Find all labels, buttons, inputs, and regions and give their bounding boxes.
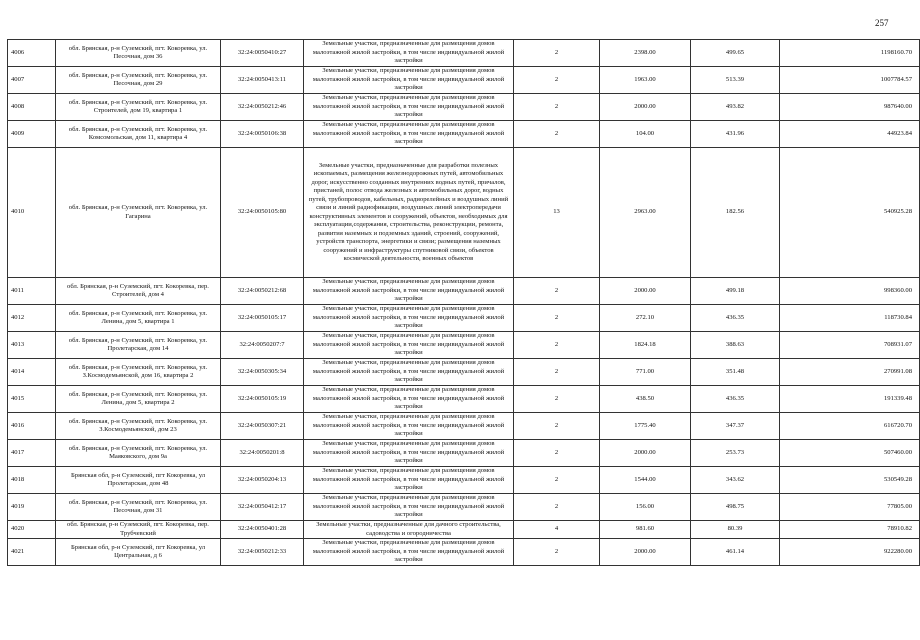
rate-cell: 499.18 [691, 278, 780, 305]
area-cell: 981.60 [600, 521, 691, 539]
area-cell: 104.00 [600, 121, 691, 148]
category-cell: 2 [514, 494, 600, 521]
rate-cell: 436.35 [691, 386, 780, 413]
rate-cell: 498.75 [691, 494, 780, 521]
category-cell: 2 [514, 40, 600, 67]
area-cell: 2000.00 [600, 94, 691, 121]
row-number: 4007 [8, 67, 56, 94]
table-row [8, 305, 920, 332]
land-use-cell: Земельные участки, предназначенные для размещения домов малоэтажной жилой застройки, в том числе индивидуальной жилой застройки [304, 305, 514, 332]
land-use-cell: Земельные участки, предназначенные для разработки полезных ископаемых, размещения железнодорожных путей, автомобильных дорог, искусственно созданных внутренних водных путей, причалов, пристаней, полос отвода железных и автомобильных дорог, водных путей, трубопроводов, кабельных, радиорелейных и воздушных линий связи и линий радиофикации, воздушных линий электропередачи конструктивных элементов и сооружений, объектов, необходимых для эксплуатации,содержания, строительства, реконструкции, ремонта, развития наземных и подземных зданий, строений, сооружений, устройств транспорта, энергетики и связи; размещения наземных сооружений и инфраструктуры спутниковой связи, объектов космической деятельности, военных объектов [304, 148, 514, 278]
category-cell: 2 [514, 359, 600, 386]
row-number: 4013 [8, 332, 56, 359]
value-cell: 530549.28 [780, 467, 920, 494]
address-cell: обл. Брянская, р-н Суземский, пгт. Кокоревка, ул. Песочная, дом 29 [56, 67, 221, 94]
area-cell: 1824.18 [600, 332, 691, 359]
cadastral-number-cell: 32:24:0050212:68 [221, 278, 304, 305]
category-cell: 2 [514, 332, 600, 359]
area-cell: 1775.40 [600, 413, 691, 440]
cadastral-number-cell: 32:24:0050105:17 [221, 305, 304, 332]
value-cell: 1198160.70 [780, 40, 920, 67]
rate-cell: 347.37 [691, 413, 780, 440]
rate-cell: 351.48 [691, 359, 780, 386]
area-cell: 2963.00 [600, 148, 691, 278]
category-cell: 2 [514, 94, 600, 121]
value-cell: 540925.28 [780, 148, 920, 278]
cadastral-number-cell: 32:24:0050105:80 [221, 148, 304, 278]
address-cell: обл. Брянская, р-н Суземский, пгт. Кокоревка, ул. Песочная, дом 31 [56, 494, 221, 521]
category-cell: 2 [514, 539, 600, 566]
cadastral-number-cell: 32:24:0050201:8 [221, 440, 304, 467]
address-cell: обл. Брянская, р-н Суземский, пгт. Кокоревка, ул. Ленина, дом 5, квартира 1 [56, 305, 221, 332]
land-use-cell: Земельные участки, предназначенные для размещения домов малоэтажной жилой застройки, в том числе индивидуальной жилой застройки [304, 386, 514, 413]
land-use-cell: Земельные участки, предназначенные для размещения домов малоэтажной жилой застройки, в том числе индивидуальной жилой застройки [304, 67, 514, 94]
cadastral-number-cell: 32:24:0050207:7 [221, 332, 304, 359]
category-cell: 2 [514, 121, 600, 148]
row-number: 4016 [8, 413, 56, 440]
row-number: 4020 [8, 521, 56, 539]
value-cell: 44923.84 [780, 121, 920, 148]
land-use-cell: Земельные участки, предназначенные для размещения домов малоэтажной жилой застройки, в том числе индивидуальной жилой застройки [304, 494, 514, 521]
address-cell: обл. Брянская, р-н Суземский, пгт. Кокоревка, ул. Комсомольская, дом 11, квартира 4 [56, 121, 221, 148]
cadastral-number-cell: 32:24:0050401:28 [221, 521, 304, 539]
value-cell: 78910.82 [780, 521, 920, 539]
land-registry-table [7, 39, 920, 566]
rate-cell: 343.62 [691, 467, 780, 494]
row-number: 4009 [8, 121, 56, 148]
cadastral-number-cell: 32:24:0050212:33 [221, 539, 304, 566]
table-row [8, 539, 920, 566]
page-number: 257 [875, 18, 889, 28]
value-cell: 1007784.57 [780, 67, 920, 94]
table-row [8, 40, 920, 67]
address-cell: обл. Брянская, р-н Суземский, пгт. Кокоревка, пер. Строителей, дом 4 [56, 278, 221, 305]
table-row [8, 467, 920, 494]
row-number: 4008 [8, 94, 56, 121]
cadastral-number-cell: 32:24:0050105:19 [221, 386, 304, 413]
row-number: 4015 [8, 386, 56, 413]
address-cell: обл. Брянская, р-н Суземский, пгт. Кокоревка, пер. Трубчевский [56, 521, 221, 539]
value-cell: 922280.00 [780, 539, 920, 566]
area-cell: 2398.00 [600, 40, 691, 67]
rate-cell: 80.39 [691, 521, 780, 539]
table-row [8, 121, 920, 148]
land-use-cell: Земельные участки, предназначенные для размещения домов малоэтажной жилой застройки, в том числе индивидуальной жилой застройки [304, 121, 514, 148]
land-use-cell: Земельные участки, предназначенные для размещения домов малоэтажной жилой застройки, в том числе индивидуальной жилой застройки [304, 440, 514, 467]
value-cell: 191339.48 [780, 386, 920, 413]
table-row [8, 386, 920, 413]
cadastral-number-cell: 32:24:0050410:27 [221, 40, 304, 67]
value-cell: 616720.70 [780, 413, 920, 440]
rate-cell: 388.63 [691, 332, 780, 359]
row-number: 4021 [8, 539, 56, 566]
rate-cell: 493.82 [691, 94, 780, 121]
area-cell: 1544.00 [600, 467, 691, 494]
value-cell: 77805.00 [780, 494, 920, 521]
row-number: 4018 [8, 467, 56, 494]
address-cell: обл. Брянская, р-н Суземский, пгт. Кокоревка, ул. Строителей, дом 19, квартира 1 [56, 94, 221, 121]
category-cell: 2 [514, 278, 600, 305]
cadastral-number-cell: 32:24:0050413:11 [221, 67, 304, 94]
value-cell: 270991.08 [780, 359, 920, 386]
table-row [8, 494, 920, 521]
cadastral-number-cell: 32:24:0050212:46 [221, 94, 304, 121]
row-number: 4011 [8, 278, 56, 305]
address-cell: обл. Брянская, р-н Суземский, пгт. Кокоревка, ул. З.Космодемьянской, дом 23 [56, 413, 221, 440]
address-cell: Брянская обл, р-н Суземский, пгт Кокоревка, ул Пролетарская, дом 48 [56, 467, 221, 494]
row-number: 4012 [8, 305, 56, 332]
category-cell: 2 [514, 467, 600, 494]
address-cell: обл. Брянская, р-н Суземский, пгт. Кокоревка, ул. Ленина, дом 5, квартира 2 [56, 386, 221, 413]
address-cell: Брянская обл, р-н Суземский, пгт Кокоревка, ул Центральная, д 6 [56, 539, 221, 566]
area-cell: 771.00 [600, 359, 691, 386]
table-row [8, 332, 920, 359]
area-cell: 156.00 [600, 494, 691, 521]
row-number: 4006 [8, 40, 56, 67]
area-cell: 272.10 [600, 305, 691, 332]
rate-cell: 253.73 [691, 440, 780, 467]
row-number: 4014 [8, 359, 56, 386]
table-row [8, 440, 920, 467]
row-number: 4017 [8, 440, 56, 467]
table-row [8, 359, 920, 386]
area-cell: 2000.00 [600, 440, 691, 467]
land-use-cell: Земельные участки, предназначенные для размещения домов малоэтажной жилой застройки, в том числе индивидуальной жилой застройки [304, 94, 514, 121]
category-cell: 13 [514, 148, 600, 278]
value-cell: 987640.00 [780, 94, 920, 121]
value-cell: 507460.00 [780, 440, 920, 467]
land-use-cell: Земельные участки, предназначенные для размещения домов малоэтажной жилой застройки, в том числе индивидуальной жилой застройки [304, 539, 514, 566]
value-cell: 708931.07 [780, 332, 920, 359]
category-cell: 2 [514, 413, 600, 440]
row-number: 4010 [8, 148, 56, 278]
address-cell: обл. Брянская, р-н Суземский, пгт. Кокоревка, ул. Гагарина [56, 148, 221, 278]
area-cell: 438.50 [600, 386, 691, 413]
land-use-cell: Земельные участки, предназначенные для размещения домов малоэтажной жилой застройки, в том числе индивидуальной жилой застройки [304, 413, 514, 440]
address-cell: обл. Брянская, р-н Суземский, пгт. Кокоревка, ул. Пролетарская, дом 14 [56, 332, 221, 359]
cadastral-number-cell: 32:24:0050307:21 [221, 413, 304, 440]
area-cell: 1963.00 [600, 67, 691, 94]
land-use-cell: Земельные участки, предназначенные для размещения домов малоэтажной жилой застройки, в том числе индивидуальной жилой застройки [304, 332, 514, 359]
land-use-cell: Земельные участки, предназначенные для размещения домов малоэтажной жилой застройки, в том числе индивидуальной жилой застройки [304, 278, 514, 305]
land-use-cell: Земельные участки, предназначенные для размещения домов малоэтажной жилой застройки, в том числе индивидуальной жилой застройки [304, 467, 514, 494]
table-row [8, 94, 920, 121]
cadastral-number-cell: 32:24:0050204:13 [221, 467, 304, 494]
category-cell: 2 [514, 386, 600, 413]
value-cell: 998360.00 [780, 278, 920, 305]
land-use-cell: Земельные участки, предназначенные для размещения домов малоэтажной жилой застройки, в том числе индивидуальной жилой застройки [304, 359, 514, 386]
row-number: 4019 [8, 494, 56, 521]
rate-cell: 431.96 [691, 121, 780, 148]
area-cell: 2000.00 [600, 539, 691, 566]
address-cell: обл. Брянская, р-н Суземский, пгт. Кокоревка, ул. Маяковского, дом 9а [56, 440, 221, 467]
category-cell: 2 [514, 440, 600, 467]
category-cell: 4 [514, 521, 600, 539]
value-cell: 118730.84 [780, 305, 920, 332]
rate-cell: 436.35 [691, 305, 780, 332]
land-use-cell: Земельные участки, предназначенные для дачного строительства, садоводства и огородничества [304, 521, 514, 539]
rate-cell: 461.14 [691, 539, 780, 566]
address-cell: обл. Брянская, р-н Суземский, пгт. Кокоревка, ул. З.Космодемьянской, дом 16, квартира 2 [56, 359, 221, 386]
table-row [8, 148, 920, 278]
address-cell: обл. Брянская, р-н Суземский, пгт. Кокоревка, ул. Песочная, дом 36 [56, 40, 221, 67]
rate-cell: 499.65 [691, 40, 780, 67]
cadastral-number-cell: 32:24:0050412:17 [221, 494, 304, 521]
table-row [8, 413, 920, 440]
table-row [8, 278, 920, 305]
category-cell: 2 [514, 305, 600, 332]
land-use-cell: Земельные участки, предназначенные для размещения домов малоэтажной жилой застройки, в том числе индивидуальной жилой застройки [304, 40, 514, 67]
table-row [8, 67, 920, 94]
rate-cell: 513.39 [691, 67, 780, 94]
area-cell: 2000.00 [600, 278, 691, 305]
table-row [8, 521, 920, 539]
cadastral-number-cell: 32:24:0050305:34 [221, 359, 304, 386]
category-cell: 2 [514, 67, 600, 94]
rate-cell: 182.56 [691, 148, 780, 278]
cadastral-number-cell: 32:24:0050106:38 [221, 121, 304, 148]
